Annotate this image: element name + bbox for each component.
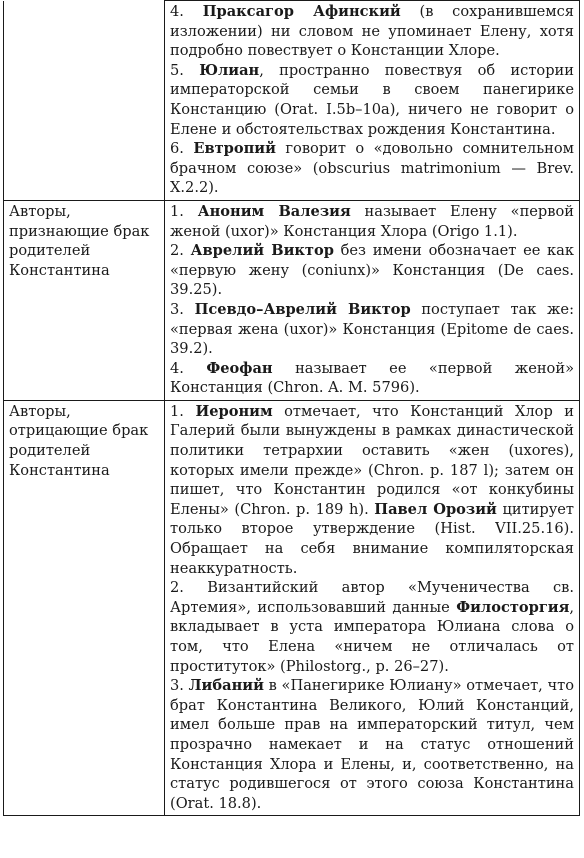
author-name: Аврелий Виктор: [190, 242, 334, 260]
author-name: Филосторгия: [456, 598, 570, 616]
item-number: 4.: [170, 3, 184, 20]
item-text: поступает так же: «первая жена (uxor)» Констанция (Epitome de caes. 39.2).: [170, 300, 574, 358]
table-row: [4, 400, 580, 815]
author-name: Либаний: [188, 677, 264, 695]
item-number: 3.: [170, 300, 184, 318]
author-name: Юлиан: [199, 61, 260, 79]
list-item: [170, 241, 574, 300]
author-name: Павел Орозий: [374, 500, 497, 518]
item-text: , вкладывает в уста императора Юлиана слова о том, что Елена «ничем не отличалась от проституток» (Philostorg., p. 26–27).: [170, 598, 575, 675]
list-item: [170, 139, 574, 198]
item-number: 4.: [170, 359, 184, 377]
row-content: [165, 1, 580, 201]
item-number: 1.: [170, 402, 184, 420]
list-item: [170, 402, 574, 578]
author-name: Евтропий: [193, 140, 276, 158]
row-content: [165, 200, 580, 400]
item-text: в «Панегирике Юлиану» отмечает, что брат Константина Великого, Юлий Констанций, имел больше прав на императорский титул, чем прозрачно намекает и на статус отношений Констанция Хлора и Елены, и, соответственно, на статус родившегося от этого союза Константина (Orat. 18.8).: [170, 677, 575, 812]
item-number: 1.: [170, 202, 184, 220]
author-name: Псевдо–Аврелий Виктор: [194, 300, 411, 318]
item-number: 2.: [170, 579, 184, 597]
table-row: [4, 1, 580, 201]
list-item: [170, 300, 574, 359]
list-item: [170, 578, 574, 676]
row-label: [4, 1, 165, 201]
item-text: называет ее «первой женой» Констанция (Chron. A. M. 5796).: [170, 359, 575, 397]
item-number: 2.: [170, 242, 184, 260]
author-name: Аноним Валезия: [197, 202, 351, 220]
item-text: без имени обозначает ее как «первую жену (coniunx)» Констанция (De caes. 39.25).: [170, 242, 574, 299]
item-text: отмечает, что Констанций Хлор и Галерий были вынуждены в рамках династической политики тетрархии оставить «жен (uxores), которых имели прежде» (Chron. p. 187 l); затем он пишет, что Константин родился «от конкубины Елены» (Chron. p. 189 h).: [170, 402, 575, 518]
item-number: 3.: [170, 677, 184, 695]
item-text: называет Елену «первой женой (uxor)» Констанция Хлора (Origo 1.1).: [170, 202, 574, 240]
list-item: [170, 676, 574, 813]
item-text: (в сохранившемся изложении) ни словом не упоминает Елену, хотя подробно повествует о Констанции Хлоре.: [170, 3, 575, 60]
list-item: [170, 61, 574, 139]
item-text: говорит о «довольно сомнительном брачном союзе» (obscurius matrimonium — Brev. X.2.2).: [170, 140, 575, 197]
list-item: [170, 202, 574, 241]
item-text: цитирует только второе утверждение (Hist. VII.25.16). Обращает на себя внимание компиляторская неаккуратность.: [170, 500, 575, 577]
item-text: Византийский автор «Мученичества св. Артемия», использовавший данные: [170, 579, 575, 616]
row-content: [165, 400, 580, 815]
author-name: Праксагор Афинский: [202, 3, 401, 20]
item-number: 6.: [170, 140, 184, 158]
list-item: [170, 2, 574, 61]
list-item: [170, 359, 574, 398]
document-page: [3, 0, 580, 855]
row-label: Авторы, отрицающие брак родителей Константина: [4, 400, 165, 815]
item-text: , пространно повествуя об истории императорской семьи в своем панегирике Констанцию (Orat. I.5b–10a), ничего не говорит о Елене и обстоятельствах рождения Константина.: [170, 61, 574, 138]
table-row: [4, 200, 580, 400]
sources-table: [3, 0, 580, 816]
author-name: Феофан: [206, 359, 273, 377]
row-label: Авторы, признающие брак родителей Константина: [4, 200, 165, 400]
item-number: 5.: [170, 61, 184, 79]
author-name: Иероним: [195, 402, 273, 420]
